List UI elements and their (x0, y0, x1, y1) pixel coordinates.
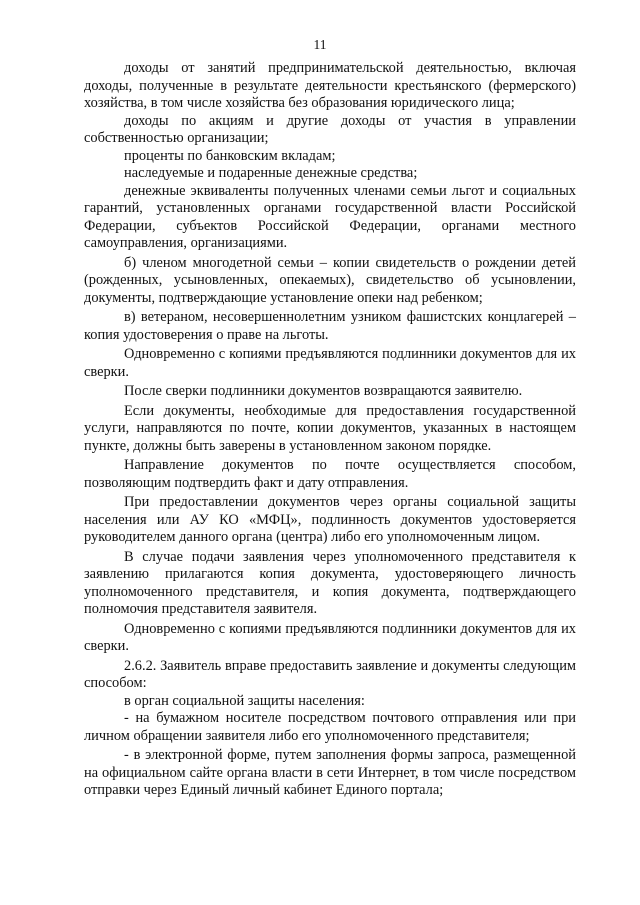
paragraph-paper-submission: - на бумажном носителе посредством почтового отправления или при личном обращении заявителя либо его уполномоченного представителя; (84, 710, 576, 744)
paragraph-inherited-funds: наследуемые и подаренные денежные средства; (124, 165, 418, 181)
paragraph-originals-presented-2: Одновременно с копиями предъявляются подлинники документов для их сверки. (84, 620, 576, 654)
paragraph-business-income: доходы от занятий предпринимательской деятельностью, включая доходы, полученные в результате деятельности крестьянского (фермерского) хозяйства, в том числе хозяйства без образования юридического лица; (84, 60, 576, 111)
paragraph-mfc-authentication: При предоставлении документов через органы социальной защиты населения или АУ КО «МФЦ», подлинность документов удостоверяется руководителем данного органа (центра) либо его уполномоченным лицом. (84, 494, 576, 545)
paragraph-monetary-equivalents: денежные эквиваленты полученных членами семьи льгот и социальных гарантий, установленных органами государственной власти Российской Федерации, субъектов Российской Федерации, органами местного самоуправления, организациями. (84, 182, 576, 251)
paragraph-representative: В случае подачи заявления через уполномоченного представителя к заявлению прилагаются копия документа, удостоверяющего личность уполномоченного представителя, и копия документа, подтверждающего полномочия представителя заявителя. (84, 548, 576, 617)
page-number: 11 (313, 37, 327, 52)
paragraph-originals-returned: После сверки подлинники документов возвращаются заявителю. (124, 383, 523, 399)
paragraph-electronic-submission: - в электронной форме, путем заполнения формы запроса, размещенной на официальном сайте органа власти в сети Интернет, в том числе посредством отправки через Единый личный кабинет Единого портала; (84, 747, 576, 798)
paragraph-bank-interest: проценты по банковским вкладам; (124, 147, 336, 164)
paragraph-mail-certification: Если документы, необходимые для предоставления государственной услуги, направляются по почте, копии документов, указанных в настоящем пункте, должны быть заверены в установленном законом порядке. (84, 402, 576, 454)
paragraph-section-2-6-2: 2.6.2. Заявитель вправе предоставить заявление и документы следующим способом: (84, 657, 576, 691)
paragraph-originals-presented: Одновременно с копиями предъявляются подлинники документов для их сверки. (84, 346, 576, 380)
paragraph-mail-method: Направление документов по почте осуществляется способом, позволяющим подтвердить факт и дату отправления. (84, 457, 576, 491)
paragraph-share-income: доходы по акциям и другие доходы от участия в управлении собственностью организации; (84, 112, 576, 146)
paragraph-veteran: в) ветераном, несовершеннолетним узником фашистских концлагерей – копия удостоверения о праве на льготы. (84, 309, 576, 343)
document-body (84, 60, 576, 800)
paragraph-large-family: б) членом многодетной семьи – копии свидетельств о рождении детей (рожденных, усыновленных, опекаемых), свидетельство об усыновлении, документы, подтверждающие установление опеки над ребенком; (84, 254, 576, 306)
paragraph-social-protection-body: в орган социальной защиты населения: (124, 692, 365, 709)
